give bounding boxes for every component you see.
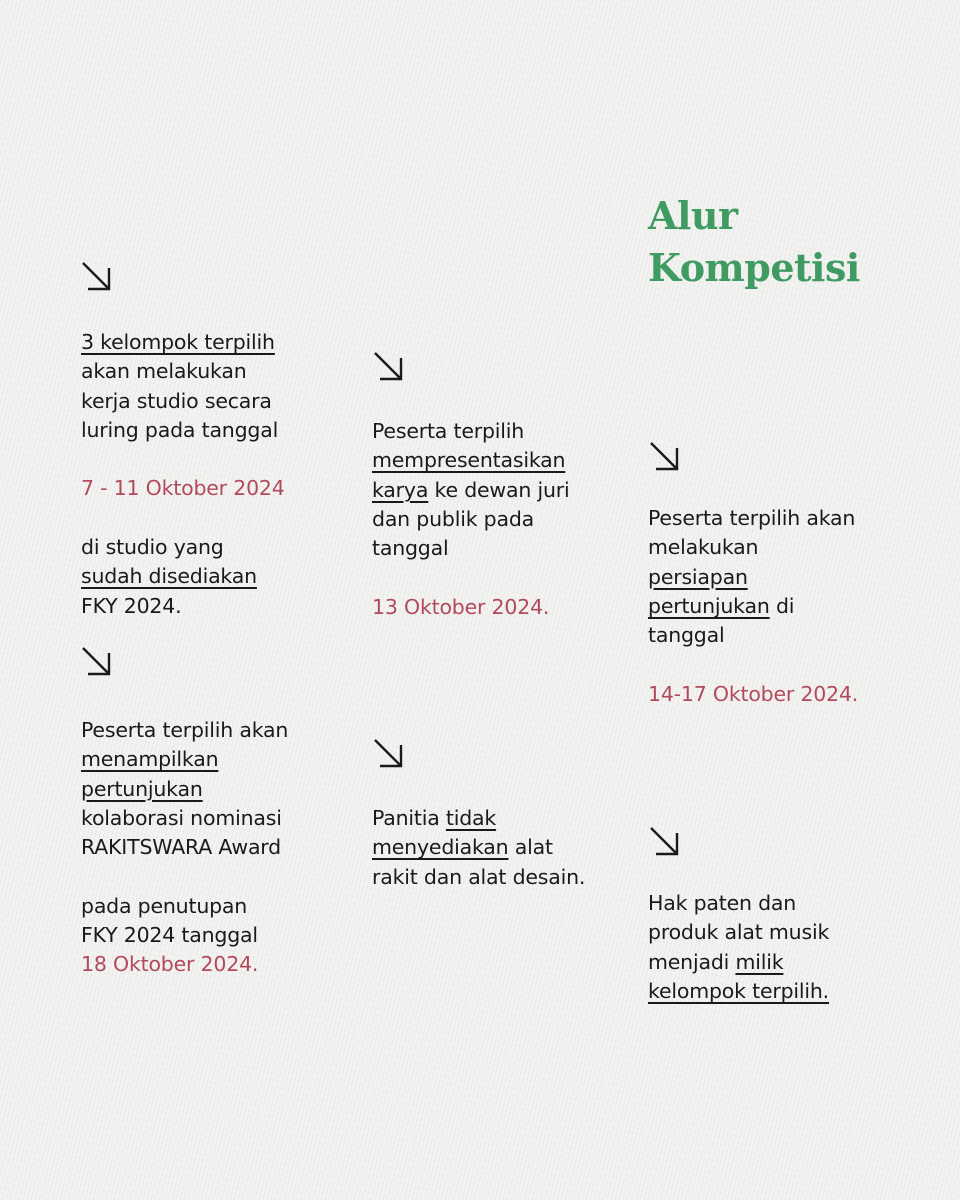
page-title: [648, 190, 860, 294]
text-line: tanggal: [648, 623, 725, 648]
text-underlined: tidak: [445, 806, 497, 830]
step-presentation: [372, 417, 569, 622]
text-line: FKY 2024 tanggal: [81, 923, 258, 948]
date-text: 7 - 11 Oktober 2024: [81, 476, 285, 501]
date-text: 14-17 Oktober 2024.: [648, 681, 859, 706]
text-line-underlined: kelompok terpilih.: [648, 978, 829, 1003]
text-line: rakit dan alat desain.: [372, 864, 586, 889]
title-line-1: Alur: [648, 193, 738, 238]
text-line: Hak paten dan: [648, 891, 797, 915]
arrow-down-right-icon: [648, 825, 682, 859]
text-underlined: milik: [735, 949, 784, 974]
text-line: di: [769, 593, 795, 618]
arrow-down-right-icon: [648, 440, 682, 474]
text-line: akan melakukan: [81, 359, 247, 384]
text-line: tanggal: [372, 536, 449, 561]
text-line: alat: [508, 835, 553, 860]
title-line-2: Kompetisi: [648, 245, 860, 290]
text-line-underlined: persiapan: [648, 564, 748, 589]
text-line: dan publik pada: [372, 506, 535, 531]
step-tools-note: [372, 804, 585, 892]
text-line: Peserta terpilih akan: [648, 506, 856, 530]
date-text: 13 Oktober 2024.: [372, 594, 550, 619]
text-line: menjadi: [648, 949, 736, 974]
step-performance: [81, 716, 288, 980]
text-line: di studio yang: [81, 535, 224, 560]
text-line: Peserta terpilih akan: [81, 718, 289, 742]
arrow-down-right-icon: [80, 645, 114, 679]
arrow-down-right-icon: [372, 737, 406, 771]
selected-groups-text: 3 kelompok terpilih: [81, 330, 275, 354]
text-line-underlined: menampilkan: [81, 747, 219, 772]
text-underlined: menyediakan: [372, 835, 509, 860]
text-line: Panitia: [372, 806, 446, 830]
text-line: kolaborasi nominasi: [81, 805, 282, 830]
text-line-underlined: sudah disediakan: [81, 564, 257, 589]
arrow-down-right-icon: [80, 260, 114, 294]
text-line: FKY 2024.: [81, 593, 182, 618]
text-line-underlined: mempresentasikan: [372, 448, 566, 473]
text-underlined: karya: [372, 477, 429, 502]
text-line: RAKITSWARA Award: [81, 835, 281, 860]
text-line: luring pada tanggal: [81, 417, 279, 442]
text-line: Peserta terpilih: [372, 419, 525, 443]
step-patent-rights: [648, 889, 829, 1006]
text-line: produk alat musik: [648, 920, 830, 945]
text-line-underlined: pertunjukan: [81, 776, 203, 801]
text-line: ke dewan juri: [428, 477, 570, 502]
arrow-down-right-icon: [372, 350, 406, 384]
text-underlined: pertunjukan: [648, 593, 770, 618]
text-line: pada penutupan: [81, 893, 248, 918]
text-line: kerja studio secara: [81, 388, 272, 413]
text-line: melakukan: [648, 535, 759, 560]
step-studio-work: [81, 328, 285, 621]
date-text: 18 Oktober 2024.: [81, 952, 259, 977]
step-preparation: [648, 504, 858, 709]
